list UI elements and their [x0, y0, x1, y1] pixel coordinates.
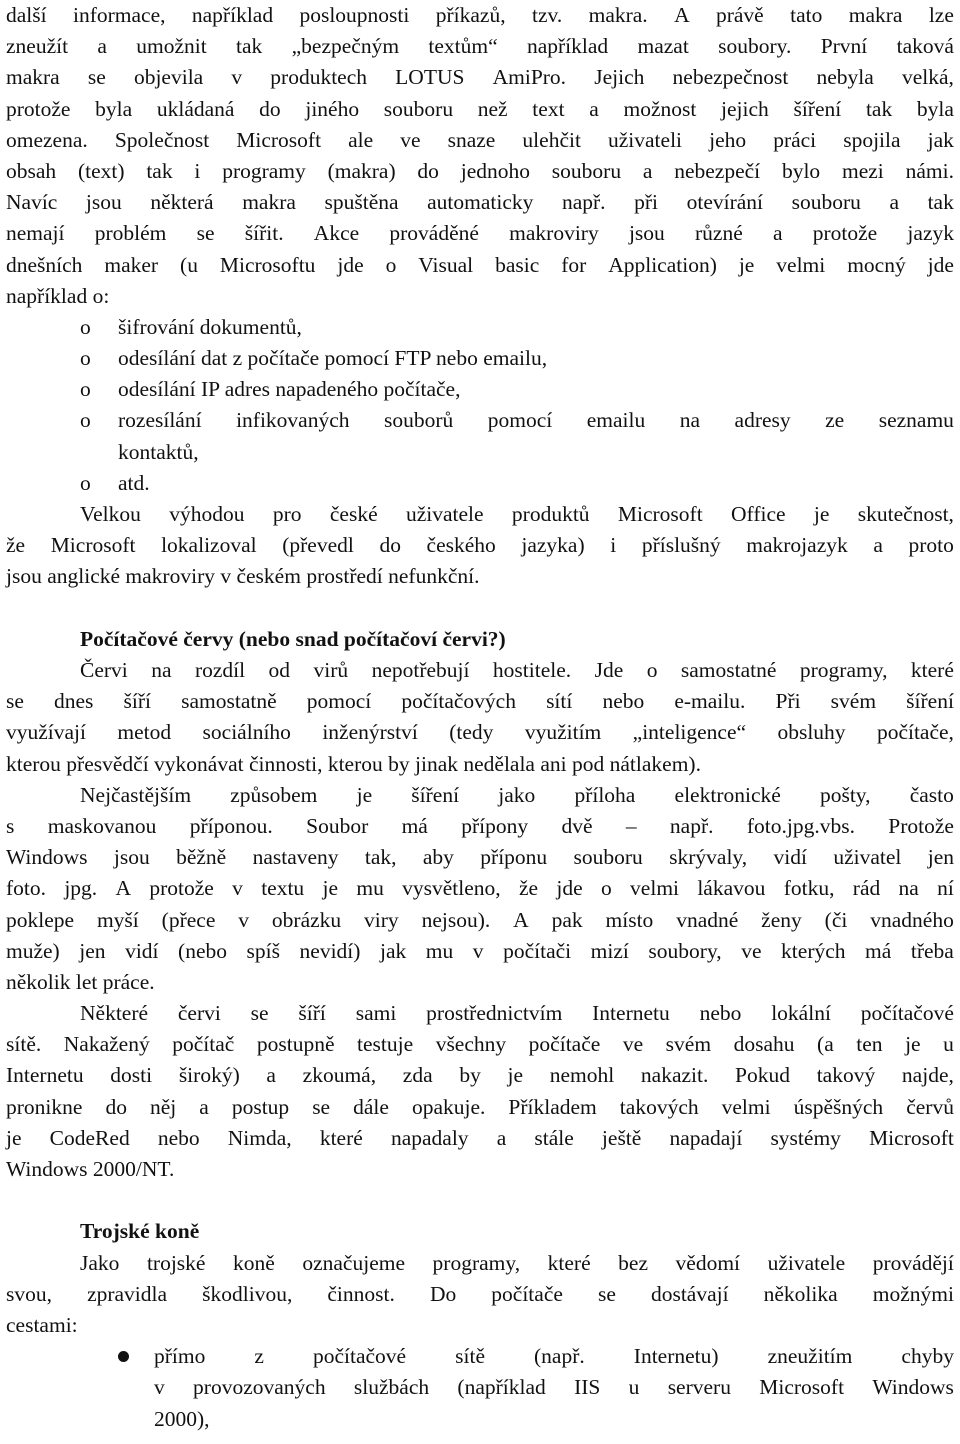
text-line: svou, zpravidla škodlivou, činnost. Do počítače se dostávají několika možnými: [6, 1281, 954, 1306]
list-item-text: kontaktů,: [118, 439, 199, 464]
text-line: Internetu dosti široký) a zkoumá, zda by je nemohl nakazit. Pokud takový najde,: [6, 1063, 954, 1088]
text-line: jsou anglické makroviry v českém prostředí nefunkční.: [6, 564, 480, 589]
text-line: je CodeRed nebo Nimda, které napadaly a stále ještě napadají systémy Microsoft: [6, 1125, 954, 1150]
bullet-icon: [118, 1351, 129, 1362]
list-item-text: rozesílání infikovaných souborů pomocí emailu na adresy ze seznamu: [118, 408, 954, 433]
list-item-text: šifrování dokumentů,: [118, 314, 302, 339]
paragraph: [6, 655, 954, 780]
text-line: obsah (text) tak i programy (makra) do jednoho souboru a nebezpečí bylo mezi námi.: [6, 158, 954, 183]
list-item: [6, 468, 954, 499]
text-line: Nejčastějším způsobem je šíření jako příloha elektronické pošty, často: [80, 782, 954, 807]
text-line: kterou přesvědčí vykonávat činnosti, kterou by jinak nedělala ani pod nátlakem).: [6, 751, 701, 776]
text-line: několik let práce.: [6, 969, 155, 994]
bullet-text-line: přímo z počítačové sítě (např. Internetu) zneužitím chyby: [154, 1344, 954, 1369]
list-item: [6, 405, 954, 467]
list-marker: o: [80, 314, 91, 339]
heading-text: Trojské koně: [80, 1219, 200, 1244]
text-line: další informace, například posloupnosti příkazů, tzv. makra. A právě tato makra lze: [6, 3, 954, 27]
text-line: Windows jsou běžně nastaveny tak, aby příponu souboru skrývaly, vidí uživatel jen: [6, 845, 954, 870]
bullet-text-line: v provozovaných službách (například IIS u serveru Microsoft Windows: [154, 1375, 954, 1400]
paragraph: [6, 780, 954, 998]
text-line: Windows 2000/NT.: [6, 1157, 175, 1182]
text-line: cestami:: [6, 1312, 78, 1337]
trojan-bullets: [6, 1341, 954, 1435]
heading-text: Počítačové červy (nebo snad počítačoví červi?): [80, 626, 506, 651]
section-worms: [6, 655, 954, 1185]
text-line: protože byla ukládaná do jiného souboru než text a možnost jejich šíření tak byla: [6, 96, 954, 121]
text-line: muže) jen vidí (nebo spíš nevidí) jak mu v počítači mizí soubory, ve kterých má třeba: [6, 938, 954, 963]
spacer: [6, 593, 954, 624]
bullet-text-line: 2000),: [154, 1406, 210, 1431]
list-marker: o: [80, 377, 91, 402]
text-line: dnešních maker (u Microsoftu jde o Visual basic for Application) je velmi mocný jde: [6, 252, 954, 277]
text-line: například o:: [6, 283, 110, 308]
list-item: [6, 312, 954, 343]
text-line: Některé červi se šíří sami prostřednictvím Internetu nebo lokální počítačové: [80, 1001, 954, 1026]
paragraph-intro: [6, 0, 954, 312]
text-line: se dnes šíří samostatně pomocí počítačových sítí nebo e-mailu. Při svém šíření: [6, 689, 954, 714]
text-line: Navíc jsou některá makra spuštěna automaticky např. při otevírání souboru a tak: [6, 190, 954, 215]
paragraph-trojans: [6, 1248, 954, 1342]
text-line: foto. jpg. A protože v textu je mu vysvětleno, že jde o velmi lákavou fotku, rád na ní: [6, 876, 954, 901]
text-line: pronikne do něj a postup se dále opakuje. Příkladem takových velmi úspěšných červů: [6, 1094, 954, 1119]
spacer: [6, 1185, 954, 1216]
text-line: zneužít a umožnit tak „bezpečným textům“ například mazat soubory. První taková: [6, 34, 954, 59]
macro-list: [6, 312, 954, 499]
document-page: [6, 0, 954, 1435]
text-line: Velkou výhodou pro české uživatele produktů Microsoft Office je skutečnost,: [80, 502, 954, 527]
text-line: poklepe myší (přece v obrázku viry nejsou). A pak místo vnadné ženy (či vnadného: [6, 907, 954, 932]
text-line: využívají metod sociálního inženýrství (tedy využitím „inteligence“ obsluhy počítače,: [6, 720, 954, 745]
list-item-text: odesílání dat z počítače pomocí FTP nebo emailu,: [118, 346, 548, 371]
paragraph: [6, 998, 954, 1185]
text-line: Červi na rozdíl od virů nepotřebují hostitele. Jde o samostatné programy, které: [80, 658, 954, 683]
bullet-item: [6, 1341, 954, 1435]
list-item-text: odesílání IP adres napadeného počítače,: [118, 377, 461, 402]
text-line: omezena. Společnost Microsoft ale ve snaze ulehčit uživateli jeho práci spojila jak: [6, 127, 954, 152]
list-marker: o: [80, 408, 91, 433]
list-item-text: atd.: [118, 470, 150, 495]
text-line: Jako trojské koně označujeme programy, které bez vědomí uživatele provádějí: [80, 1250, 954, 1275]
text-line: nemají problém se šířit. Akce prováděné makroviry jsou různé a protože jazyk: [6, 221, 954, 246]
list-item: [6, 343, 954, 374]
text-line: makra se objevila v produktech LOTUS AmiPro. Jejich nebezpečnost nebyla velká,: [6, 65, 954, 90]
text-line: s maskovanou příponou. Soubor má přípony dvě – např. foto.jpg.vbs. Protože: [6, 813, 954, 838]
list-marker: o: [80, 346, 91, 371]
text-line: sítě. Nakažený počítač postupně testuje všechny počítače ve svém dosahu (a ten je u: [6, 1032, 954, 1057]
list-marker: o: [80, 470, 91, 495]
section-heading-trojans: [6, 1216, 954, 1247]
paragraph-office: [6, 499, 954, 593]
list-item: [6, 374, 954, 405]
text-line: že Microsoft lokalizoval (převedl do českého jazyka) i příslušný makrojazyk a proto: [6, 533, 954, 558]
section-heading-worms: [6, 624, 954, 655]
